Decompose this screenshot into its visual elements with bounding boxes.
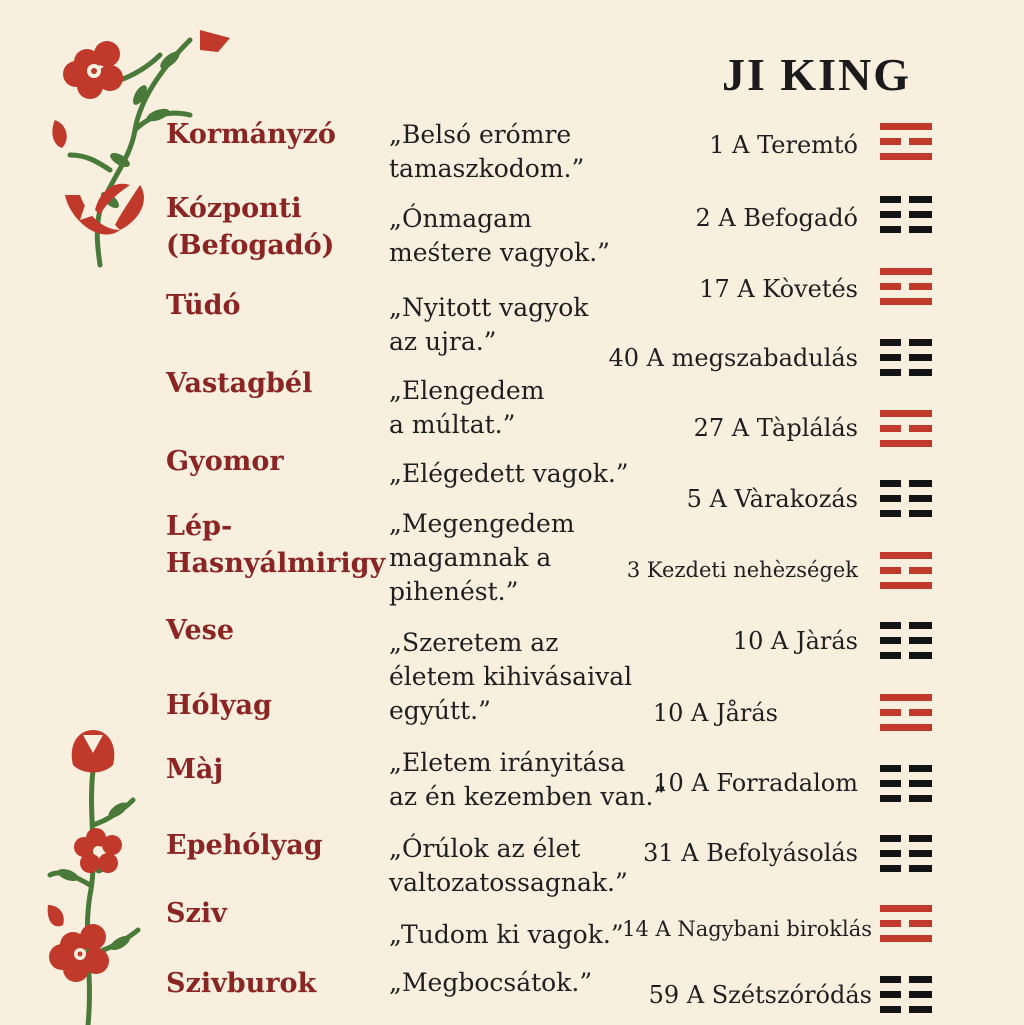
hexagram-line-gap <box>901 283 909 290</box>
hexagram-line <box>909 976 932 983</box>
hexagram-line <box>909 354 932 361</box>
hexagram-black-icon <box>880 478 932 518</box>
hexagram-line <box>880 211 901 218</box>
organ-label: Szivburok <box>166 968 317 999</box>
organ-label: Kormányzó <box>166 119 336 150</box>
hexagram-line-gap <box>901 567 909 574</box>
hexagram-black-icon <box>880 974 932 1014</box>
hexagram-line <box>909 780 932 787</box>
hexagram-line-gap <box>901 920 909 927</box>
hexagram-label: 10 A Jàrás <box>732 627 858 655</box>
hexagram-line <box>909 495 932 502</box>
organ-label: Vastagbél <box>166 368 313 399</box>
hexagram-red-icon <box>880 550 932 590</box>
organ-label: Hólyag <box>166 690 272 721</box>
hexagram-line <box>880 480 901 487</box>
hexagram-line <box>880 1006 901 1013</box>
organ-label: Màj <box>166 754 224 785</box>
hexagram-line <box>909 339 932 346</box>
hexagram-red-icon <box>880 408 932 448</box>
hexagram-line-gap <box>901 709 909 716</box>
hexagram-red-icon <box>880 266 932 306</box>
hexagram-label: 5 A Vàrakozás <box>686 485 858 513</box>
hexagram-line <box>909 622 932 629</box>
hexagram-line <box>880 495 901 502</box>
hexagram-line-gap <box>901 440 909 447</box>
hexagram-line <box>909 795 932 802</box>
organ-label: Tüdó <box>166 290 241 321</box>
organ-label: Gyomor <box>166 446 284 477</box>
hexagram-black-icon <box>880 763 932 803</box>
hexagram-red-icon <box>880 121 932 161</box>
hexagram-line <box>880 369 901 376</box>
hexagram-black-icon <box>880 194 932 234</box>
hexagram-red-icon <box>880 121 932 161</box>
affirmation-text: „Órúlok az élet valtozatossagnak.” <box>389 834 628 897</box>
hexagram-line <box>880 226 901 233</box>
hexagram-label: 1 A Teremtó <box>709 131 858 159</box>
hexagram-red-icon <box>880 692 932 732</box>
hexagram-line <box>880 780 901 787</box>
hexagram-line-gap <box>901 298 909 305</box>
organ-label: Epehólyag <box>166 830 323 861</box>
hexagram-line <box>880 850 901 857</box>
hexagram-line-gap <box>901 138 909 145</box>
hexagram-black-icon <box>880 620 932 660</box>
hexagram-line <box>880 196 901 203</box>
hexagram-label: 14 A Nagybani biroklás <box>622 917 872 941</box>
affirmation-text: „Tudom ki vagok.” <box>389 920 624 949</box>
affirmation-text: „Megengedem magamnak a pihenést.” <box>389 509 575 606</box>
hexagram-line-gap <box>901 410 909 417</box>
hexagram-line <box>909 637 932 644</box>
hexagram-black-icon <box>880 194 932 234</box>
organ-label: Lép- Hasnyálmirigy <box>166 511 386 579</box>
hexagram-line-gap <box>901 935 909 942</box>
hexagram-line <box>880 795 901 802</box>
hexagram-line <box>909 865 932 872</box>
hexagram-black-icon <box>880 833 932 873</box>
hexagram-line <box>909 480 932 487</box>
hexagram-line <box>880 622 901 629</box>
page-title: JI KING <box>722 49 912 100</box>
hexagram-line <box>880 637 901 644</box>
affirmation-text: „Szeretem az életem kihivásaival egyútt.” <box>389 628 633 725</box>
hexagram-line-gap <box>901 905 909 912</box>
hexagram-line <box>909 510 932 517</box>
hexagram-line <box>880 835 901 842</box>
hexagram-line <box>909 850 932 857</box>
hexagram-line <box>880 354 901 361</box>
affirmation-text: „Elégedett vagok.” <box>389 459 629 488</box>
hexagram-line <box>880 991 901 998</box>
hexagram-black-icon <box>880 478 932 518</box>
affirmation-text: „Megbocsátok.” <box>389 968 593 997</box>
hexagram-line <box>909 991 932 998</box>
hexagram-line <box>909 652 932 659</box>
hexagram-line <box>880 652 901 659</box>
affirmation-text: „Ónmagam meśtere vagyok.” <box>389 204 610 267</box>
hexagram-line <box>909 211 932 218</box>
hexagram-line <box>880 339 901 346</box>
hexagram-label: 40 A megszabadulás <box>608 344 858 372</box>
floral-ornament-bottom-icon <box>38 725 148 1025</box>
affirmation-text: „Elengedem a múltat.” <box>389 376 545 439</box>
hexagram-label: 3 Kezdeti nehèzségek <box>626 558 858 582</box>
organ-label: Sziv <box>166 898 227 929</box>
hexagram-black-icon <box>880 974 932 1014</box>
hexagram-red-icon <box>880 266 932 306</box>
hexagram-line <box>880 510 901 517</box>
hexagram-red-icon <box>880 903 932 943</box>
hexagram-black-icon <box>880 763 932 803</box>
hexagram-black-icon <box>880 620 932 660</box>
hexagram-line-gap <box>901 724 909 731</box>
hexagram-line <box>909 1006 932 1013</box>
hexagram-line <box>909 835 932 842</box>
hexagram-line-gap <box>901 153 909 160</box>
hexagram-line-gap <box>901 123 909 130</box>
hexagram-line <box>909 765 932 772</box>
hexagram-red-icon <box>880 408 932 448</box>
hexagram-line-gap <box>901 425 909 432</box>
hexagram-label: 27 A Tàplálás <box>693 414 858 442</box>
hexagram-line <box>909 226 932 233</box>
affirmation-text: „Belsó erómre tamaszkodom.” <box>389 120 585 183</box>
hexagram-line-gap <box>901 552 909 559</box>
hexagram-line <box>880 865 901 872</box>
affirmation-text: „Eletem irányitása az én kezemben van.” <box>389 748 667 811</box>
organ-label: Kózponti (Befogadó) <box>166 193 335 261</box>
hexagram-line <box>909 196 932 203</box>
hexagram-red-icon <box>880 903 932 943</box>
hexagram-label: 17 A Kòvetés <box>699 275 858 303</box>
hexagram-line-gap <box>901 694 909 701</box>
hexagram-line-gap <box>901 582 909 589</box>
hexagram-black-icon <box>880 337 932 377</box>
hexagram-line <box>880 976 901 983</box>
hexagram-label: 59 A Szétszóródás <box>648 981 872 1009</box>
hexagram-black-icon <box>880 833 932 873</box>
hexagram-label: 2 A Befogadó <box>695 204 858 232</box>
hexagram-label: 10 A Forradalom <box>653 769 858 797</box>
hexagram-red-icon <box>880 692 932 732</box>
hexagram-label: 10 A Jårás <box>652 699 778 727</box>
hexagram-black-icon <box>880 337 932 377</box>
hexagram-line <box>880 765 901 772</box>
affirmation-text: „Nyitott vagyok az ujra.” <box>389 293 589 356</box>
organ-label: Vese <box>166 615 235 646</box>
hexagram-label: 31 A Befolyásolás <box>643 839 858 867</box>
hexagram-line <box>909 369 932 376</box>
hexagram-line-gap <box>901 268 909 275</box>
hexagram-red-icon <box>880 550 932 590</box>
